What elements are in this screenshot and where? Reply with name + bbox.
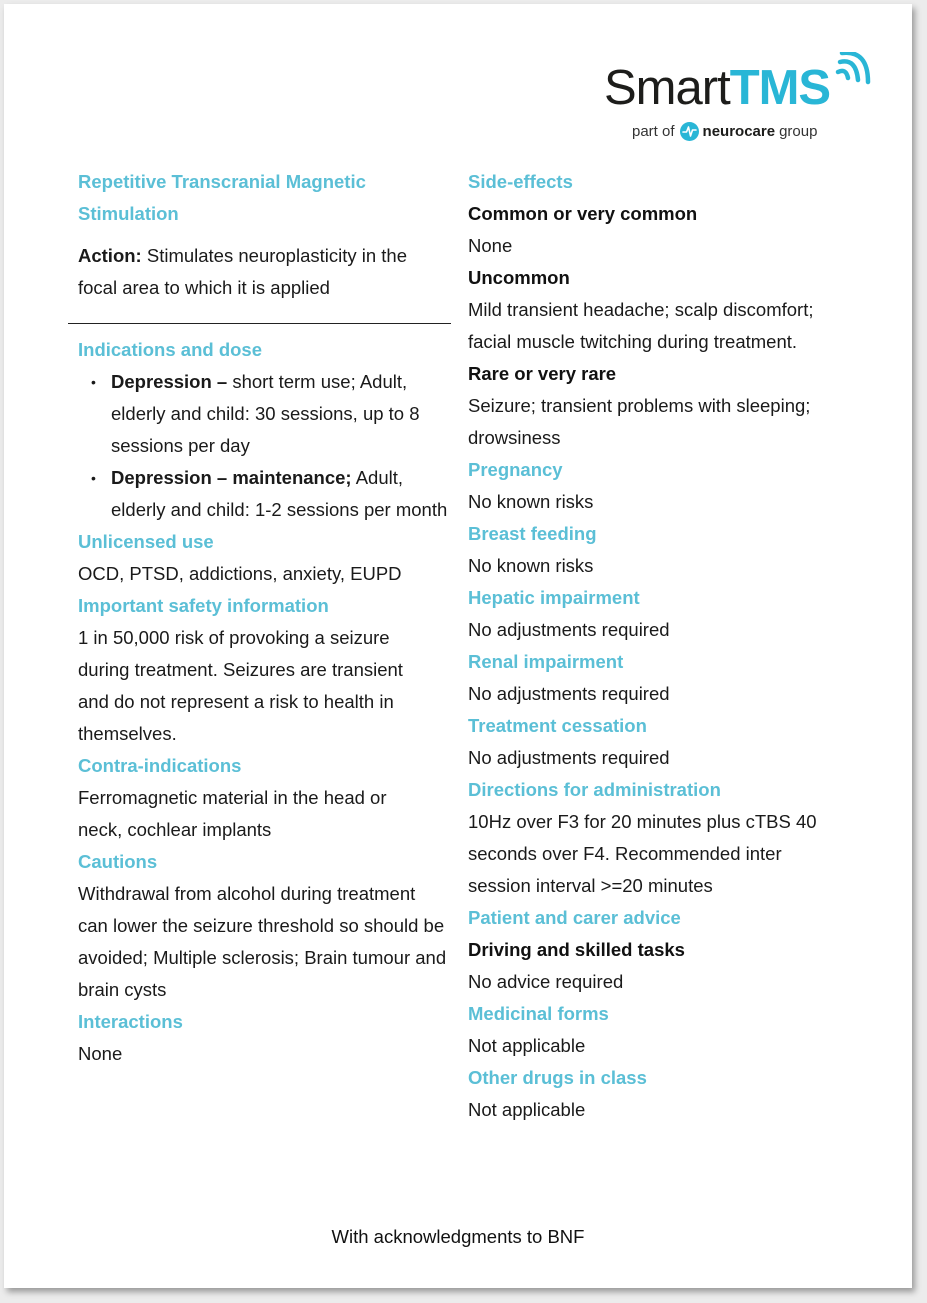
right-column [468,166,868,1126]
breast-feeding-text: No known risks [468,555,594,576]
advice-heading: Patient and carer advice [468,907,681,928]
rare-text: Seizure; transient problems with sleeping; drowsiness [468,395,811,448]
dose-item [111,366,458,462]
document-page [4,4,912,1288]
logo-neurocare: neurocare [702,123,776,140]
dose-list [78,366,458,526]
section-divider [68,323,451,324]
logo-wordmark [604,60,830,116]
smarttms-logo [604,52,884,147]
dose-text: short term use; Adult, elderly and child: 30 sessions, up to 8 sessions per day [111,371,420,456]
logo-part-of: part of [632,123,675,140]
hepatic-heading: Hepatic impairment [468,587,640,608]
safety-heading: Important safety information [78,595,329,616]
renal-heading: Renal impairment [468,651,624,672]
forms-text: Not applicable [468,1035,586,1056]
other-drugs-text: Not applicable [468,1099,586,1120]
cautions-text: Withdrawal from alcohol during treatment can lower the seizure threshold so should be avoided; Multiple sclerosis; Brain tumour and brain cysts [78,883,447,1000]
cessation-text: No adjustments required [468,747,670,768]
pregnancy-heading: Pregnancy [468,459,563,480]
renal-text: No adjustments required [468,683,670,704]
action-paragraph [78,240,450,304]
logo-group: group [779,123,818,140]
uncommon-text: Mild transient headache; scalp discomfort; facial muscle twitching during treatment. [468,299,814,352]
left-column-bottom [78,334,458,1070]
logo-tms: TMS [729,61,831,115]
dose-label: Depression – maintenance; [111,467,352,488]
forms-heading: Medicinal forms [468,1003,609,1024]
neurocare-icon [680,122,699,141]
dose-item [111,462,458,526]
safety-text: 1 in 50,000 risk of provoking a seizure during treatment. Seizures are transient and do not represent a risk to health in themselves. [78,627,403,744]
signal-waves-icon [830,52,880,94]
action-label: Action: [78,245,142,266]
drug-title: Repetitive Transcranial Magnetic Stimulation [78,171,366,224]
driving-label: Driving and skilled tasks [468,939,685,960]
directions-text: 10Hz over F3 for 20 minutes plus cTBS 40 seconds over F4. Recommended inter session interval >=20 minutes [468,811,817,896]
unlicensed-text: OCD, PTSD, addictions, anxiety, EUPD [78,563,402,584]
indications-heading: Indications and dose [78,339,262,360]
uncommon-label: Uncommon [468,267,570,288]
dose-text: Adult, elderly and child: 1-2 sessions per month [111,467,448,520]
common-text: None [468,235,513,256]
interactions-heading: Interactions [78,1011,183,1032]
action-text: Stimulates neuroplasticity in the focal area to which it is applied [78,245,408,298]
footer-acknowledgment: With acknowledgments to BNF [331,1226,585,1247]
hepatic-text: No adjustments required [468,619,670,640]
common-label: Common or very common [468,203,698,224]
side-effects-heading: Side-effects [468,171,573,192]
driving-text: No advice required [468,971,624,992]
left-column-top [78,166,450,304]
breast-feeding-heading: Breast feeding [468,523,597,544]
cessation-heading: Treatment cessation [468,715,647,736]
directions-heading: Directions for administration [468,779,721,800]
contra-text: Ferromagnetic material in the head or neck, cochlear implants [78,787,387,840]
contra-heading: Contra-indications [78,755,242,776]
dose-label: Depression – [111,371,228,392]
pregnancy-text: No known risks [468,491,594,512]
other-drugs-heading: Other drugs in class [468,1067,647,1088]
cautions-heading: Cautions [78,851,158,872]
logo-smart: Smart [604,61,730,115]
rare-label: Rare or very rare [468,363,617,384]
interactions-text: None [78,1043,123,1064]
unlicensed-heading: Unlicensed use [78,531,214,552]
logo-tagline [632,122,817,141]
